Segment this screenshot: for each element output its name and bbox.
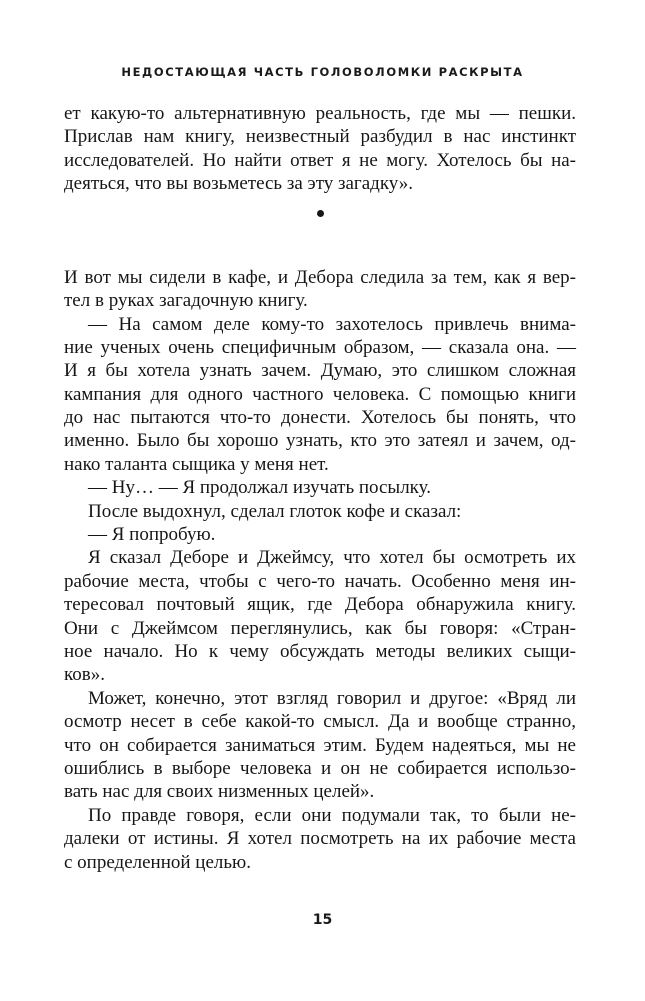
text-line: далеки от истины. Я хотел посмотреть на их рабочие места [64,828,576,850]
text-line: И вот мы сидели в кафе, и Дебора следила за тем, как я вер- [64,266,576,288]
text-line: И я бы хотела узнать зачем. Думаю, это слишком сложная [64,360,576,382]
text-line: кампания для одного частного человека. С помощью книги [64,383,576,405]
text-line: осмотр несет в себе какой-то смысл. Да и вообще странно, [64,711,576,733]
page-number: 15 [312,912,333,928]
text-line: тел в руках загадочную книгу. [64,290,308,312]
text-line: исследователей. Но найти ответ я не могу. Хотелось бы на- [64,149,576,171]
text-line: тересовал почтовый ящик, где Дебора обнаружила книгу. [64,594,576,616]
text-line: — На самом деле кому-то захотелось привлечь внима- [88,313,576,335]
text-line: деяться, что вы возьметесь за эту загадку». [64,173,414,195]
text-line: ет какую-то альтернативную реальность, где мы — пешки. [64,103,576,124]
text-line: вать нас для своих низменных целей». [64,781,375,803]
text-line: ошиблись в выборе человека и он не собирается использо- [64,757,576,779]
blank-line [64,242,576,265]
text-line: рабочие места, чтобы с чего-то начать. Особенно меня ин- [64,570,576,592]
text-line: После выдохнул, сделал глоток кофе и сказал: [88,500,462,522]
text-line: По правде говоря, если они подумали так, то были не- [88,804,576,826]
text-line: с определенной целью. [64,851,251,873]
running-header: НЕДОСТАЮЩАЯ ЧАСТЬ ГОЛОВОЛОМКИ РАСКРЫТА [121,65,524,79]
section-two [64,266,576,874]
text-line: ние ученых очень специфичным образом, — сказала она. — [64,336,576,358]
text-line: Может, конечно, этот взгляд говорил и другое: «Вряд ли [88,687,576,709]
section-one [64,102,576,196]
text-line: именно. Было бы хорошо узнать, кто это затеял и зачем, од- [64,430,576,452]
text-line: что он собирается заниматься этим. Будем надеяться, мы не [64,734,576,756]
text-line: ное начало. Но к чему обсуждать методы великих сыщи- [64,641,576,662]
text-line: — Ну… — Я продолжал изучать посылку. [88,477,431,499]
divider-bullet-icon [317,210,324,217]
text-line: до нас пытаются что-то донести. Хотелось бы понять, что [64,407,576,429]
text-line: Я сказал Деборе и Джеймсу, что хотел бы осмотреть их [88,547,576,569]
text-line: — Я попробую. [88,524,216,546]
text-line: нако таланта сыщика у меня нет. [64,453,329,475]
section-divider [64,196,576,243]
text-line: Прислав нам книгу, неизвестный разбудил в нас инстинкт [64,126,576,148]
text-line: ков». [64,664,105,686]
text-line: Они с Джеймсом переглянулись, как бы говоря: «Стран- [64,617,576,639]
body-text [64,102,576,874]
